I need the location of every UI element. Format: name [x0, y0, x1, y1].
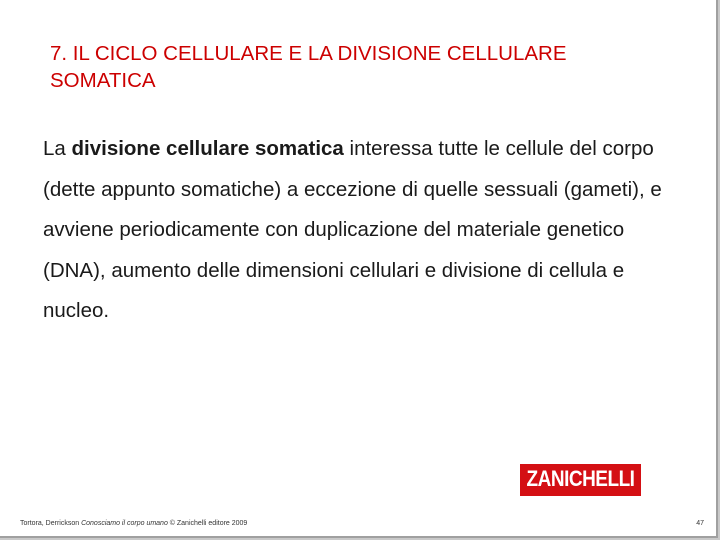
footer-authors: Tortora, Derrickson	[20, 520, 82, 527]
slide-title	[50, 40, 690, 94]
zanichelli-logo	[520, 464, 641, 496]
footer-publisher: © Zanichelli editore 2009	[167, 520, 248, 527]
page-number: 47	[696, 520, 704, 527]
slide-title-line-1: 7. IL CICLO CELLULARE E LA DIVISIONE CELLULARE	[50, 42, 567, 65]
slide-title-line-2: SOMATICA	[50, 69, 156, 92]
footer-citation	[20, 520, 247, 527]
footer-book-title: Conosciamo il corpo umano	[81, 520, 168, 527]
body-suffix: interessa tutte le cellule del corpo (dette appunto somatiche) a eccezione di quelle sessuali (gameti), e avviene periodicamente con duplicazione del materiale genetico (DNA), aumento delle dimensioni cellulari e divisione di cellula e nucleo.	[43, 137, 662, 322]
logo-text: ZANICHELLI	[526, 467, 635, 492]
body-prefix: La	[43, 137, 72, 160]
slide-body-text	[43, 129, 683, 332]
body-emphasis: divisione cellulare somatica	[71, 137, 344, 160]
